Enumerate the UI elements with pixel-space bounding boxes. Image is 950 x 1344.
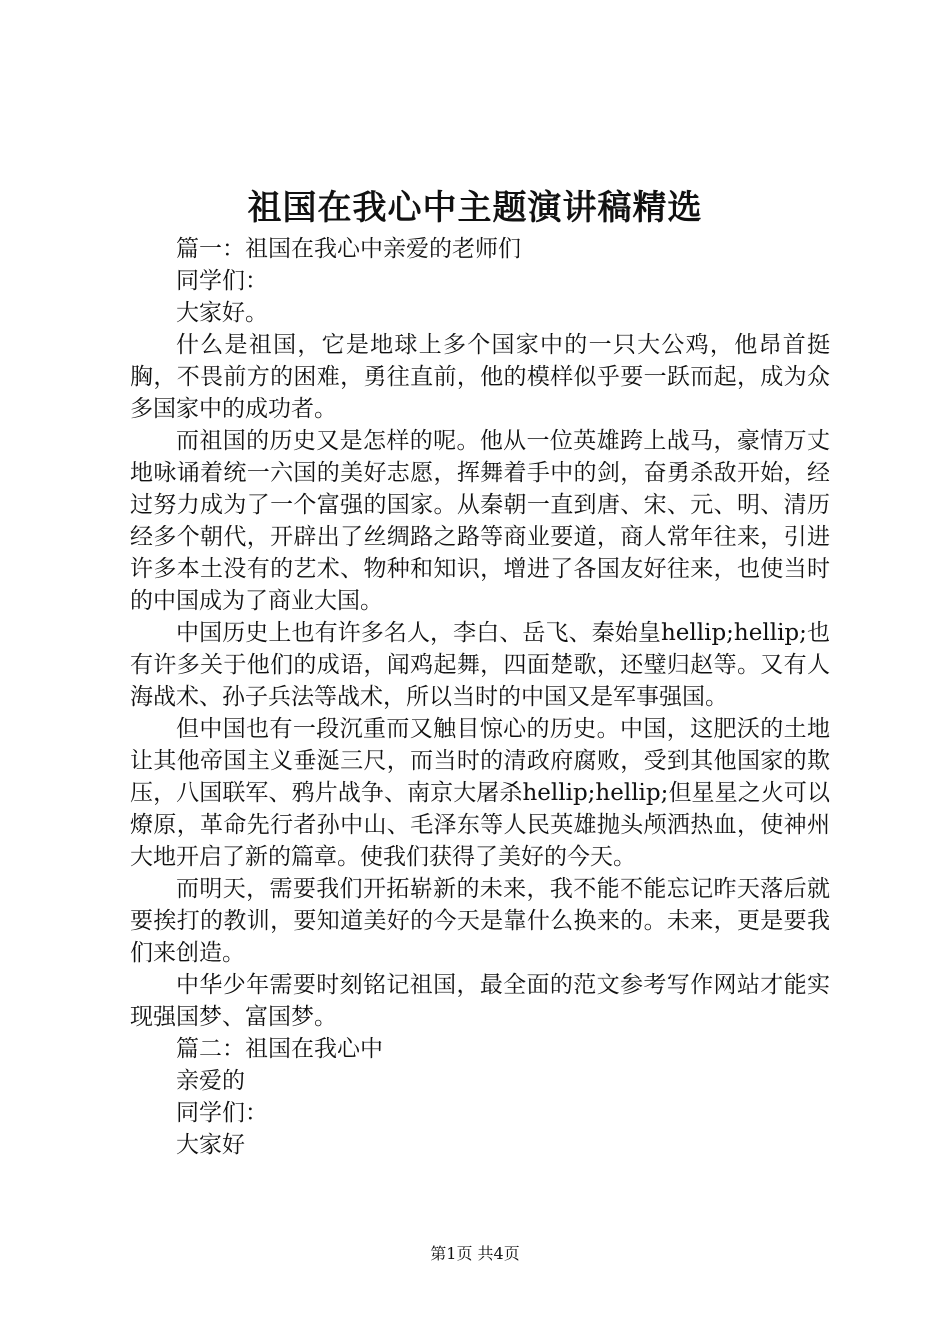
paragraph-2: 同学们： (176, 268, 268, 294)
document-body (130, 233, 830, 1161)
paragraph-4: 什么是祖国，它是地球上多个国家中的一只大公鸡，他昂首挺胸，不畏前方的困难，勇往直前，他的模样似乎要一跃而起，成为众多国家中的成功者。 (130, 332, 830, 422)
paragraph-6: 中国历史上也有许多名人，李白、岳飞、秦始皇hellip;hellip;也有许多关于他们的成语，闻鸡起舞，四面楚歌，还璧归赵等。又有人海战术、孙子兵法等战术，所以当时的中国又是军事强国。 (130, 620, 830, 710)
paragraph-3: 大家好。 (176, 300, 268, 326)
paragraph-1: 篇一：祖国在我心中亲爱的老师们 (176, 236, 521, 262)
paragraph-7: 但中国也有一段沉重而又触目惊心的历史。中国，这肥沃的土地让其他帝国主义垂涎三尺，而当时的清政府腐败，受到其他国家的欺压，八国联军、鸦片战争、南京大屠杀hellip;hellip;但星星之火可以燎原，革命先行者孙中山、毛泽东等人民英雄抛头颅洒热血，使神州大地开启了新的篇章。使我们获得了美好的今天。 (130, 716, 830, 870)
paragraph-8: 而明天，需要我们开拓崭新的未来，我不能不能忘记昨天落后就要挨打的教训，要知道美好的今天是靠什么换来的。未来，更是要我们来创造。 (130, 876, 830, 966)
paragraph-10: 篇二：祖国在我心中 (176, 1036, 383, 1062)
paragraph-5: 而祖国的历史又是怎样的呢。他从一位英雄跨上战马，豪情万丈地咏诵着统一六国的美好志愿，挥舞着手中的剑，奋勇杀敌开始，经过努力成为了一个富强的国家。从秦朝一直到唐、宋、元、明、清历经多个朝代，开辟出了丝绸路之路等商业要道，商人常年往来，引进许多本土没有的艺术、物种和知识，增进了各国友好往来，也使当时的中国成为了商业大国。 (130, 428, 830, 614)
paragraph-12: 同学们： (176, 1100, 268, 1126)
paragraph-11: 亲爱的 (176, 1068, 245, 1094)
paragraph-13: 大家好 (176, 1132, 245, 1158)
document-title: 祖国在我心中主题演讲稿精选 (247, 188, 703, 228)
page-number-footer: 第1页 共4页 (430, 1244, 520, 1263)
paragraph-9: 中华少年需要时刻铭记祖国，最全面的范文参考写作网站才能实现强国梦、富国梦。 (130, 972, 830, 1030)
